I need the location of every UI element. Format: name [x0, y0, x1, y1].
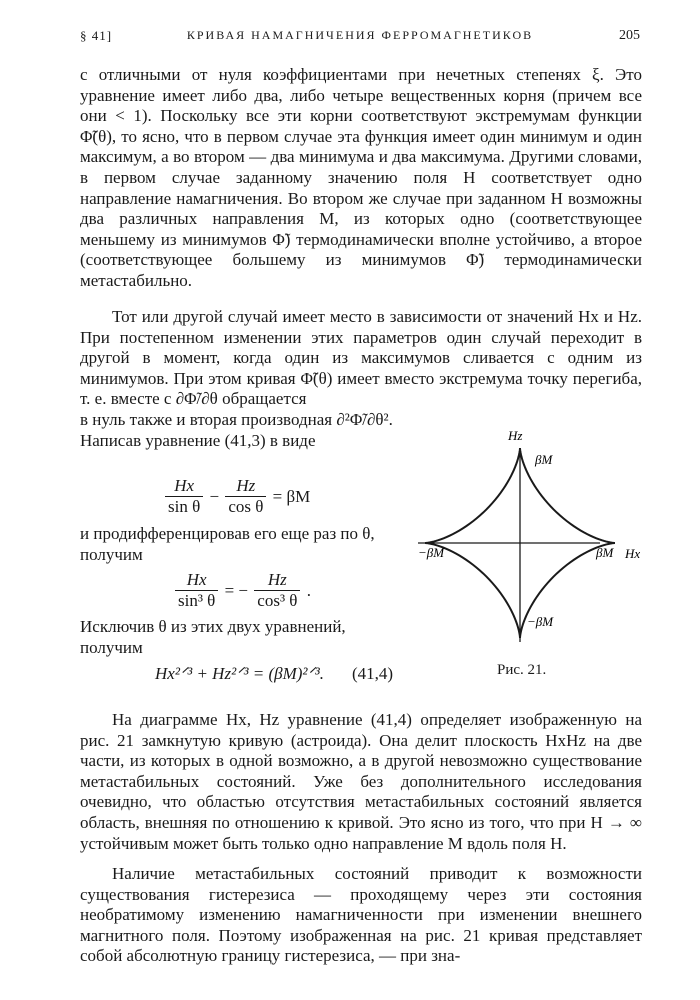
- label-top-betam: βM: [535, 452, 553, 467]
- figure-caption: Рис. 21.: [497, 662, 547, 678]
- paragraph-3: и продифференцировав его еще раз по θ, получим: [80, 524, 375, 564]
- page-number: 205: [619, 28, 640, 43]
- label-right-betam: βM: [596, 545, 614, 560]
- axis-label-hx: Hx: [625, 546, 641, 561]
- paragraph-2-continued: в нуль также и вторая производная ∂²Φ̃/∂θ². Написав уравнение (41,3) в виде: [80, 410, 393, 450]
- eq2-denominator-1: sin³ θ: [178, 591, 216, 610]
- equation-2: [175, 570, 313, 611]
- eq2-equals: = −: [224, 580, 249, 600]
- label-bottom-betam: −βM: [527, 614, 554, 629]
- page-header: [80, 28, 640, 48]
- eq2-denominator-2: cos³ θ: [257, 591, 298, 610]
- fraction-hz-cos: [225, 476, 266, 517]
- fraction-hz-cos3: [254, 570, 300, 611]
- eq2-numerator-2: Hz: [254, 570, 300, 591]
- paragraph-5: На диаграмме Hx, Hz уравнение (41,4) определяет изображенную на рис. 21 замкнутую кривую (астроида). Она делит плоскость HxHz на две части, из которых в одной возможно, а в другой невозможно существование метастабильных состояний. Уже без дополнительного исследования очевидно, что областью отсутствия метастабильных состояний является область, внешняя по отношению к кривой. Это ясно из того, что при H → ∞ устойчивым может быть только одно направление M вдоль поля H.: [80, 710, 642, 853]
- axis-label-hz: Hz: [508, 428, 523, 443]
- paragraph-4: Исключив θ из этих двух уравнений, получим: [80, 617, 346, 657]
- eq1-denominator-2: cos θ: [228, 497, 264, 516]
- eq1-rhs: = βM: [272, 486, 311, 506]
- eq2-numerator-1: Hx: [175, 570, 218, 591]
- paragraph-2: Тот или другой случай имеет место в зависимости от значений Hx и Hz. При постепенном изменении этих параметров один случай переходит в другой в момент, когда один из максимумов сливается с одним из минимумов. При этом кривая Φ̃(θ) имеет вместо экстремума точку перегиба, т. е. вместе с ∂Φ̃/∂θ обращается: [80, 307, 642, 409]
- equation-number: (41,4): [352, 664, 394, 683]
- astroid-figure: [400, 420, 660, 660]
- fraction-hx-sin: [165, 476, 203, 517]
- paragraph-6: Наличие метастабильных состояний приводит к возможности существования гистерезиса — проходящему через эти состояния необратимому изменению намагниченности при изменении внешнего магнитного поля. Поэтому изображенная на рис. 21 кривая представляет собой абсолютную границу гистерезиса, — при зна-: [80, 864, 642, 966]
- eq1-minus: −: [209, 486, 220, 506]
- fraction-hx-sin3: [175, 570, 218, 611]
- label-left-betam: −βM: [418, 545, 445, 560]
- running-title: КРИВАЯ НАМАГНИЧЕНИЯ ФЕРРОМАГНЕТИКОВ: [186, 28, 534, 42]
- section-number: § 41]: [80, 28, 113, 43]
- eq1-denominator-1: sin θ: [168, 497, 201, 516]
- eq2-period: .: [306, 580, 311, 600]
- equation-3: Hx²ᐟ³ + Hz²ᐟ³ = (βM)²ᐟ³.: [155, 664, 325, 683]
- eq1-numerator-2: Hz: [225, 476, 266, 497]
- paragraph-1: с отличными от нуля коэффициентами при нечетных степенях ξ. Это уравнение имеет либо два, либо четыре вещественных корня (причем все они < 1). Поскольку все эти корни соответствуют экстремумам функции Φ̃(θ), то ясно, что в первом случае эта функция имеет один минимум и один максимум, а во втором — два минимума и два максимума. Другими словами, в первом случае заданному значению поля H соответствует одно направление намагничения. Во втором же случае при заданном H возможны два различных направления M, из которых одно (соответствующее меньшему из минимумов Φ̃) термодинамически вполне устойчиво, а второе (соответствующее большему из минимумов Φ̃) термодинамически метастабильно.: [80, 65, 642, 290]
- eq1-numerator-1: Hx: [165, 476, 203, 497]
- equation-1: [165, 476, 312, 517]
